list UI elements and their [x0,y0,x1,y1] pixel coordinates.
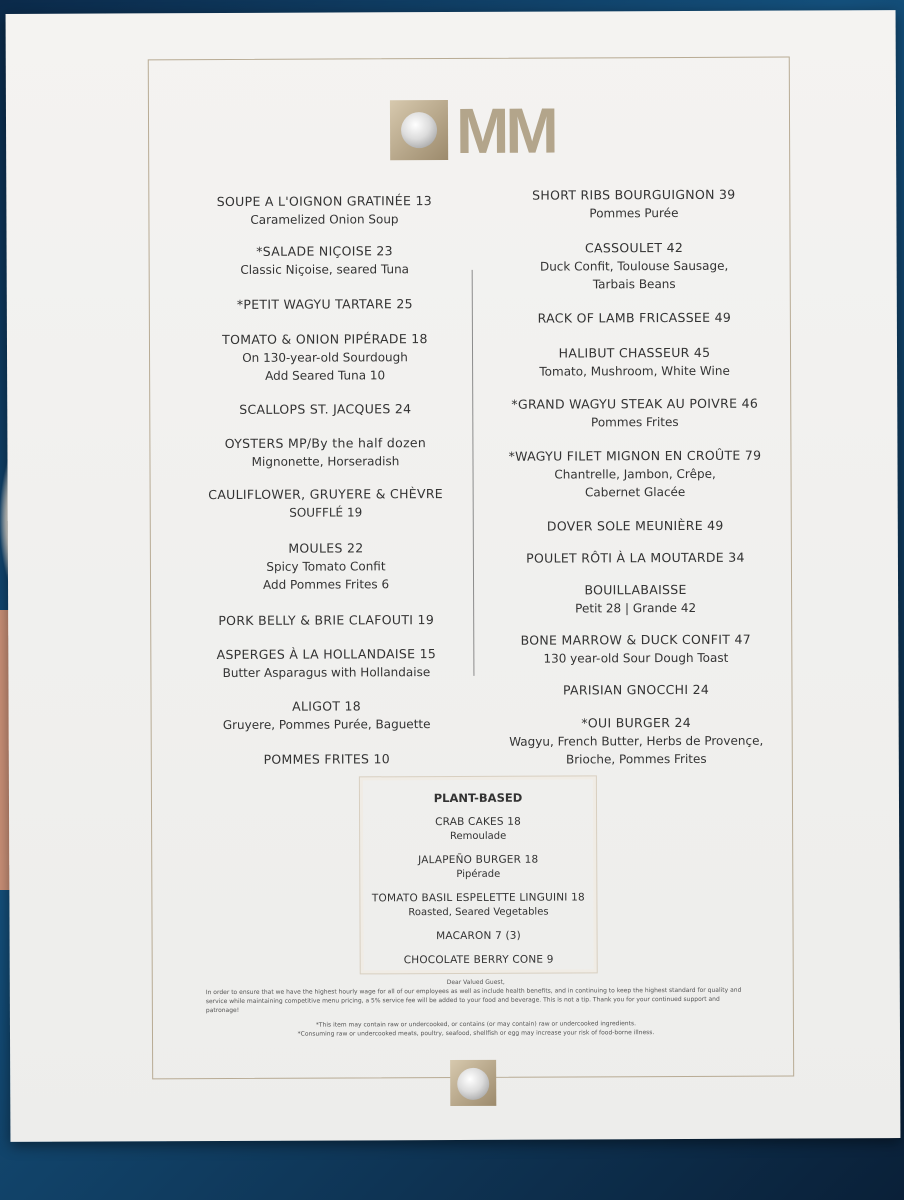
menu-item-title: ASPERGES À LA HOLLANDAISE 15 [216,646,437,663]
menu-item [191,330,459,385]
menu-item-description: 130 year-old Sour Dough Toast [543,650,729,666]
notice-warning: *Consuming raw or undercooked meats, poultry, seafood, shellfish or egg may increase your risk of food-borne illness. [297,1029,655,1038]
menu-item-title: SHORT RIBS BOURGUIGNON 39 [532,186,736,203]
menu-item [497,309,772,328]
plant-based-item [360,852,596,882]
plant-based-item [360,890,596,920]
menu-item [192,611,460,630]
notice-greeting: Dear Valued Guest, [446,978,505,987]
menu-item-title: CAULIFLOWER, GRUYERE & CHÈVRE [208,486,444,503]
logo-badge [390,100,448,160]
menu-item-title: *SALADE NIÇOISE 23 [256,243,393,259]
menu-item-description: Pommes Frites [590,415,679,430]
logo-text: MM [455,94,555,167]
menu-sheet [6,10,901,1142]
menu-item [192,645,460,682]
plant-based-item-title: JALAPEÑO BURGER 18 [418,853,539,867]
menu-item [191,295,459,314]
menu-item-description: Tomato, Mushroom, White Wine [539,363,730,379]
menu-item-title: ALIGOT 18 [292,698,362,714]
plant-based-item [361,952,597,968]
menu-item-title: MOULES 22 [288,540,364,556]
menu-item-title: *OUI BURGER 24 [581,714,692,731]
menu-item-description: Brioche, Pommes Frites [565,751,707,767]
menu-item-description: Wagyu, French Butter, Herbs de Provençe, [509,733,764,749]
plant-based-heading: PLANT-BASED [433,790,523,806]
menu-item-title: *GRAND WAGYU STEAK AU POIVRE 46 [511,395,759,412]
menu-item-title: BOUILLABAISSE [584,581,687,598]
menu-item-title: PORK BELLY & BRIE CLAFOUTI 19 [218,612,435,629]
plant-based-item-title: CHOCOLATE BERRY CONE 9 [403,953,554,967]
menu-item-description: Cabernet Glacée [584,484,686,500]
menu-item-title: RACK OF LAMB FRICASSEE 49 [537,309,732,326]
menu-item [191,400,459,419]
menu-item-title: POMMES FRITES 10 [263,751,391,767]
menu-item-description: On 130-year-old Sourdough [242,350,408,365]
menu-item [498,549,773,568]
right-menu-column [496,186,774,769]
plant-based-item-description: Pipérade [456,868,501,880]
menu-item-title: OYSTERS MP/By the half dozen [224,435,427,451]
menu-item-description: Duck Confit, Toulouse Sausage, [539,258,729,274]
menu-item [498,581,773,618]
menu-item [498,681,773,700]
menu-item-title: SOUPE A L'OIGNON GRATINÉE 13 [216,193,432,210]
menu-item [193,750,461,769]
plant-based-item-description: Roasted, Seared Vegetables [408,906,549,919]
menu-item-description: SOUFFLÉ 19 [289,505,363,520]
menu-item [192,539,460,594]
menu-item-title: CASSOULET 42 [584,239,684,256]
menu-item [498,517,773,536]
notice-body: In order to ensure that we have the highest hourly wage for all of our employees as well as include health benefits, and in continuing to keep the highest standard for quality and service while maintaining competitive menu pricing, a 5% service fee will be added to your food and beverage. This is not a tip. Thank you for your continued support and patronage! [205,986,742,1015]
plant-based-item [361,928,597,944]
mm-logo [390,94,560,175]
menu-item [497,239,772,294]
menu-item [190,192,458,229]
left-menu-column [190,192,461,769]
menu-item-description: Add Seared Tuna 10 [265,368,386,383]
menu-item-description: Pommes Purée [589,206,679,221]
menu-item-description: Classic Niçoise, seared Tuna [240,262,410,277]
plant-based-item-description: Remoulade [449,830,507,843]
menu-item-description: Gruyere, Pommes Purée, Baguette [222,717,431,733]
plant-based-item-title: MACARON 7 (3) [436,929,522,943]
menu-item-description: Butter Asparagus with Hollandaise [222,665,431,681]
menu-item-description: Spicy Tomato Confit [266,559,386,574]
menu-item-title: DOVER SOLE MEUNIÈRE 49 [546,517,724,534]
menu-item-title: *PETIT WAGYU TARTARE 25 [236,296,413,312]
menu-item-description: Tarbais Beans [592,277,676,292]
plant-based-item-title: TOMATO BASIL ESPELETTE LINGUINI 18 [371,891,585,905]
menu-item-title: TOMATO & ONION PIPÉRADE 18 [222,331,428,348]
plant-based-item [360,814,596,844]
menu-item-title: POULET RÔTI À LA MOUTARDE 34 [526,549,745,566]
menu-item [497,395,772,432]
menu-item [192,485,460,522]
menu-item-description: Mignonette, Horseradish [251,454,400,469]
menu-item [498,631,773,668]
footer-logo-circle-icon [457,1068,489,1100]
menu-item-title: *WAGYU FILET MIGNON EN CROÛTE 79 [508,447,762,464]
menu-item [193,697,461,734]
menu-item [497,344,772,381]
menu-item [191,434,459,471]
menu-item [191,242,459,279]
logo-circle-icon [401,112,437,148]
service-fee-notice [206,977,746,1039]
plant-based-item-title: CRAB CAKES 18 [435,815,522,829]
menu-item-description: Chantrelle, Jambon, Crêpe, [554,466,716,482]
menu-item-title: HALIBUT CHASSEUR 45 [558,344,711,361]
footer-logo [450,1060,496,1106]
menu-item-description: Caramelized Onion Soup [250,212,399,227]
notice-raw-note: *This item may contain raw or undercooked, or contains (or may contain) raw or undercooked ingredients. [315,1020,637,1029]
menu-item-description: Petit 28 | Grande 42 [575,600,697,616]
menu-item-description: Add Pommes Frites 6 [262,577,390,592]
menu-item [497,447,772,502]
menu-item-title: PARISIAN GNOCCHI 24 [562,681,710,698]
plant-based-box [359,775,598,974]
menu-item-title: BONE MARROW & DUCK CONFIT 47 [520,631,752,648]
menu-item [496,186,771,223]
menu-item-title: SCALLOPS ST. JACQUES 24 [239,401,412,417]
menu-item [499,714,774,769]
